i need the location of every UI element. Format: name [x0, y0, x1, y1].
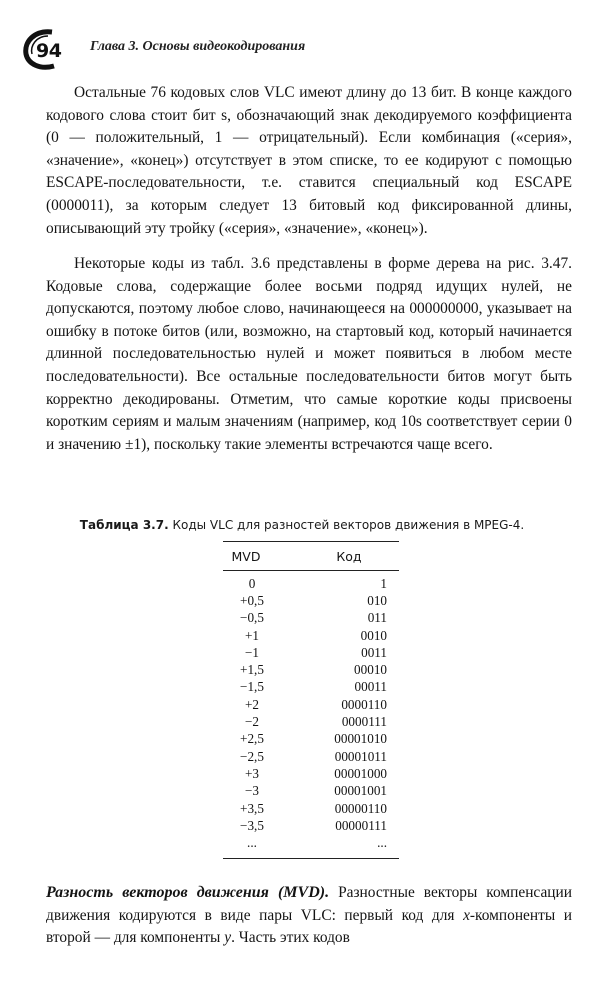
code-cell: 00001000 — [334, 765, 387, 781]
code-cell: 0011 — [361, 644, 387, 660]
mvd-cell: +3 — [244, 765, 260, 781]
run-in-heading: Разность векторов движения (MVD). — [46, 884, 330, 901]
math-var-y: y — [224, 929, 232, 947]
code-cell: 00000111 — [335, 817, 387, 833]
code-cell: 0010 — [360, 627, 387, 643]
mvd-cell: −3,5 — [240, 817, 264, 833]
code-cell: 00000110 — [334, 800, 387, 816]
table-row — [223, 765, 399, 782]
mvd-cell: +3,5 — [240, 800, 264, 816]
table-row — [223, 713, 399, 730]
table-row — [223, 610, 399, 627]
paragraph-code-tree: Некоторые коды из табл. 3.6 представлены в форме дерева на рис. 3.47. Кодовые слова, содержащие более восьми подряд идущих нулей, не допускаются, поэтому любое слово, начинающееся на 000000000, указывает на ошибку в потоке битов (или, возможно, на стартовый код, который начинается длинной последовательностью нулей и может появиться в любом месте последовательности). Все остальные последовательности битов могут быть корректно декодированы. Отметим, что самые короткие коды присвоены коротким сериям и малым значениям (например, код 10s соответствует серии 0 и значению ±1), поскольку такие элементы встречаются чаще всего. — [46, 255, 572, 453]
table-caption-text: Коды VLC для разностей векторов движения в MPEG-4. — [172, 518, 525, 532]
code-cell: 00001001 — [334, 783, 387, 799]
mvd-text-part1: Разностные векторы компенсации движения кодируются в виде пары VLC: первый код для — [46, 884, 572, 924]
mvd-cell: −3 — [244, 783, 260, 799]
mvd-cell: +2,5 — [240, 731, 264, 747]
mvd-text-part2: -компоненты и второй — для компоненты — [46, 906, 572, 947]
mvd-cell: +1,5 — [240, 662, 264, 678]
mvd-cell: 0 — [248, 575, 256, 591]
table-row — [223, 800, 399, 817]
paragraph-escape-codes: Остальные 76 кодовых слов VLC имеют длину до 13 бит. В конце каждого кодового слова стоит бит s, обозначающий знак декодируемого коэффициента (0 — положительный, 1 — отрицательный). Если комбинация («серия», «значение», «конец») отсутствует в этом списке, то ее кодируют с помощью ESCAPE-последовательности, т.е. ставится специальный код ESCAPE (0000011), за которым следует 13 битовый код фиксированной длины, описывающий эту тройку («серия», «значение», «конец»). — [46, 84, 572, 237]
table-row-ellipsis — [223, 834, 399, 851]
table-row — [223, 748, 399, 765]
table-caption-label: Таблица 3.7. — [79, 518, 169, 532]
table-row — [223, 575, 399, 592]
table-row — [223, 679, 399, 696]
mvd-cell: −2 — [244, 714, 260, 730]
code-cell: 00011 — [354, 679, 387, 695]
table-row — [223, 644, 399, 661]
code-cell: 00001010 — [334, 731, 387, 747]
page-number-badge — [22, 28, 66, 68]
mvd-cell: −1,5 — [240, 679, 264, 695]
mvd-cell: ... — [247, 835, 257, 851]
column-header-mvd: MVD — [231, 548, 261, 564]
paragraph-mvd — [46, 882, 572, 950]
mvd-cell: −0,5 — [240, 610, 264, 626]
code-cell: ... — [377, 835, 387, 851]
table-header-row — [223, 542, 399, 571]
code-cell: 00001011 — [334, 748, 387, 764]
running-head: Глава 3. Основы видеокодирования — [90, 39, 306, 54]
table-row — [223, 783, 399, 800]
table-row — [223, 592, 399, 609]
code-cell: 1 — [380, 575, 387, 591]
code-cell: 00010 — [354, 662, 387, 678]
page-number: 94 — [36, 40, 62, 62]
mvd-cell: +1 — [244, 627, 260, 643]
code-cell: 0000111 — [341, 714, 387, 730]
code-cell: 011 — [367, 610, 387, 626]
mvd-cell: −2,5 — [240, 748, 264, 764]
table-row — [223, 661, 399, 678]
table-row — [223, 731, 399, 748]
page-header — [22, 22, 582, 72]
table-row — [223, 696, 399, 713]
code-cell: 010 — [367, 592, 387, 608]
math-var-x: x — [463, 906, 470, 924]
vlc-mvd-table — [223, 541, 399, 859]
mvd-text-part3: . Часть этих кодов — [231, 929, 350, 947]
table-row — [223, 627, 399, 644]
mvd-cell: −1 — [244, 644, 260, 660]
mvd-cell: +0,5 — [240, 592, 264, 608]
mvd-cell: +2 — [244, 696, 260, 712]
code-cell: 0000110 — [341, 696, 387, 712]
column-header-code: Код — [336, 548, 362, 564]
table-row — [223, 817, 399, 834]
table-caption — [0, 518, 604, 532]
